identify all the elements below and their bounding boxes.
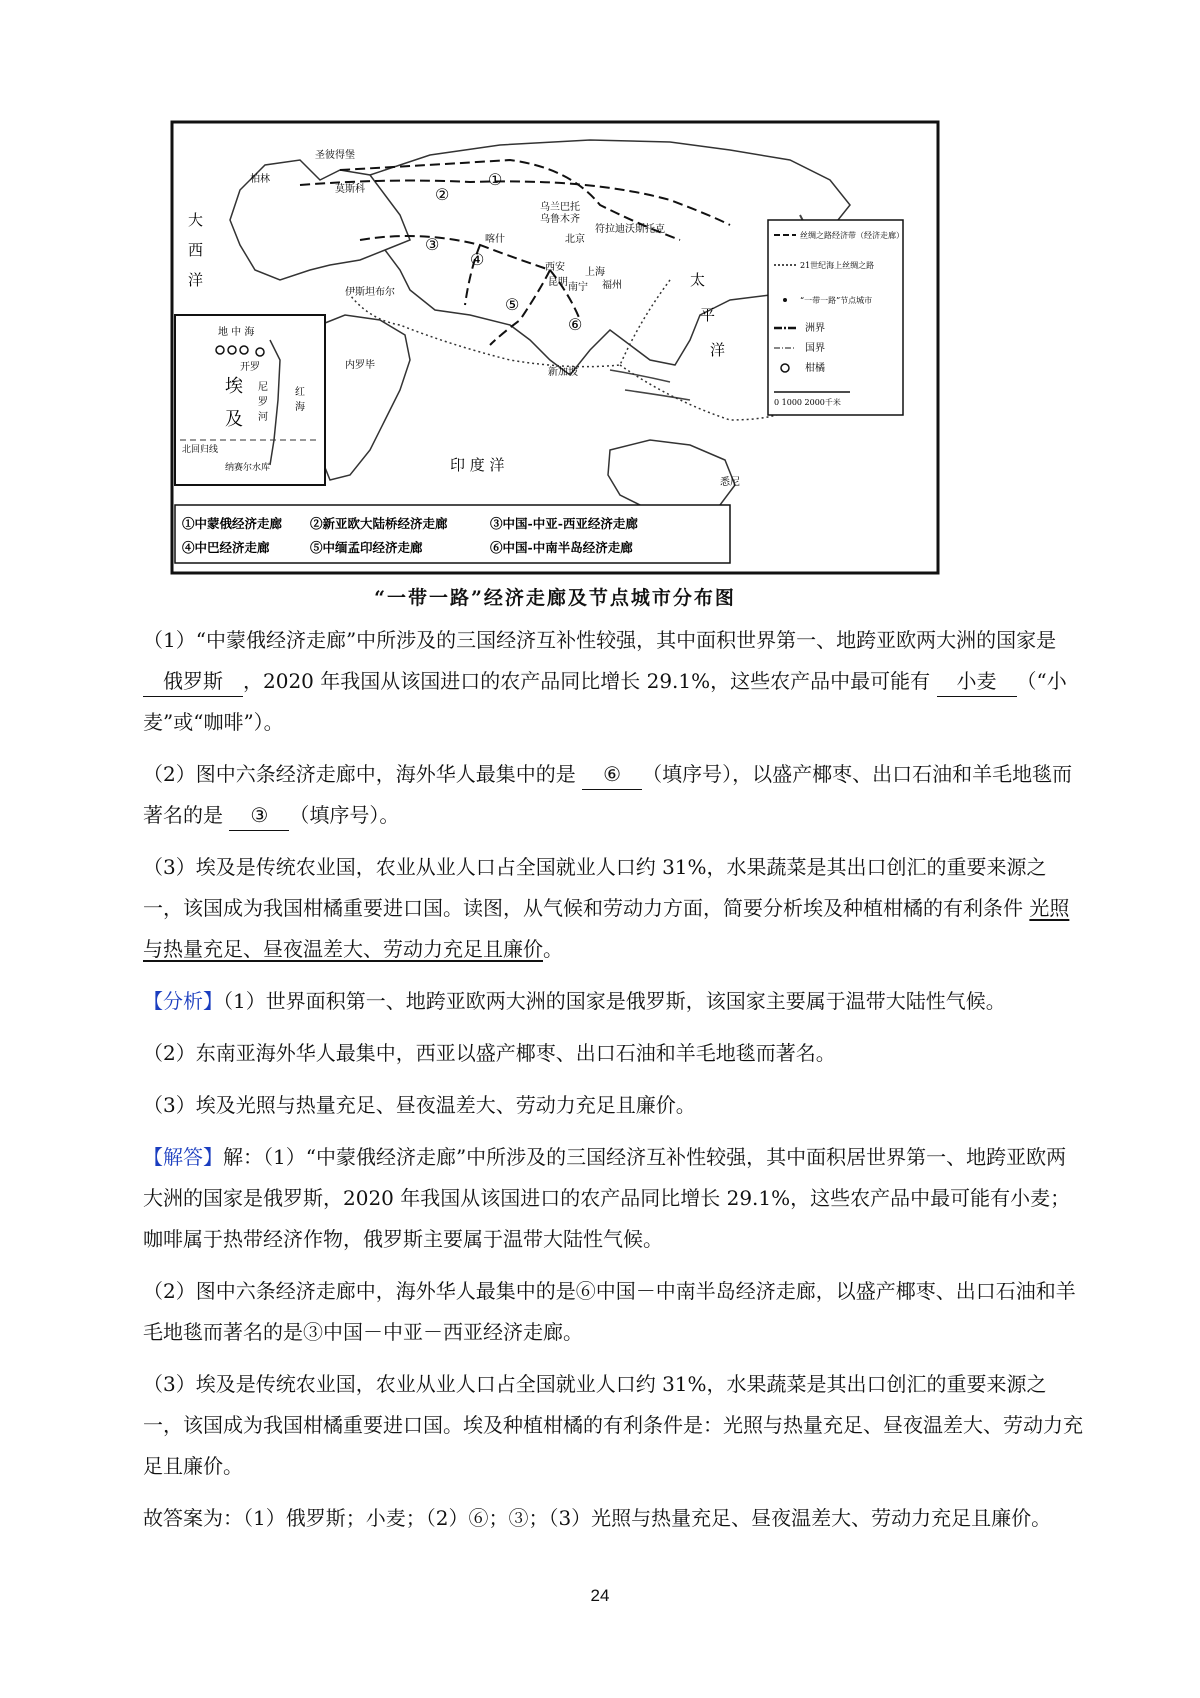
inset-nile-3: 河 [258,412,268,423]
ocean-indian: 印 度 洋 [450,456,505,474]
ocean-pacific-2: 平 [700,306,716,324]
inset-redsea-1: 红 [295,387,305,398]
inset-sea-label: 地 中 海 [218,327,255,338]
inset-nile-1: 尼 [258,382,268,393]
q3-answer: 光照与热量充足、昼夜温差大、劳动力充足且廉价 [143,896,1070,961]
city-ulaanbaatar: 乌兰巴托 [540,202,580,213]
city-kashgar: 喀什 [485,234,505,245]
city-berlin: 柏林 [250,174,270,185]
q1-mid: ，2020 年我国从该国进口的农产品同比增长 29.1%，这些农产品中最可能有 [243,669,931,693]
corridor-marker-3: ③ [425,235,440,254]
legend-maritime: 21世纪海上丝绸之路 [800,261,875,270]
legend-continent-border: 洲界 [805,323,825,334]
city-shanghai: 上海 [585,267,605,278]
corridor-marker-5: ⑤ [505,295,520,314]
legend-country-border: 国界 [805,343,825,354]
page-number: 24 [590,1586,610,1605]
city-xian: 西安 [545,262,565,273]
corridor-marker-2: ② [435,185,450,204]
solution-3: （3）埃及是传统农业国，农业从业人口占全国就业人口约 31%，水果蔬菜是其出口创汇的重要来源之一，该国成为我国柑橘重要进口国。埃及种植柑橘的有利条件是：光照与热量充足、昼夜温差大、劳动力充足且廉价。 [143,1372,1083,1478]
city-urumqi: 乌鲁木齐 [540,214,580,225]
analysis-2: （2）东南亚海外华人最集中，西亚以盛产椰枣、出口石油和羊毛地毯而著名。 [143,1041,836,1065]
q1-stem: （1）“中蒙俄经济走廊”中所涉及的三国经济互补性较强，其中面积世界第一、地跨亚欧两大洲的国家是 [143,628,1057,652]
legend-silk-road: 丝绸之路经济带（经济走廊） [800,231,904,240]
map-caption: “一带一路”经济走廊及节点城市分布图 [374,587,736,609]
ocean-atlantic-1: 大 [188,211,204,229]
q2-mid: （填序号），以盛产椰枣、出口石油和羊毛地毯而著名的是 [143,762,1073,827]
city-sydney: 悉尼 [720,477,740,488]
inset-lat-label: 北回归线 [182,445,219,455]
ocean-atlantic-3: 洋 [188,271,204,289]
ocean-pacific-3: 洋 [710,341,726,359]
corridor-legend-4: ④中巴经济走廊 [182,540,270,555]
q2-tail: （填序号）。 [289,803,400,827]
inset-redsea-2: 海 [295,402,305,413]
inset-nile-2: 罗 [258,397,268,408]
q3-stem: （3）埃及是传统农业国，农业从业人口占全国就业人口约 31%，水果蔬菜是其出口创汇的重要来源之一，该国成为我国柑橘重要进口国。读图，从气候和劳动力方面，简要分析埃及种植柑橘的有利条件 [143,855,1047,920]
question-3 [143,847,1083,970]
analysis-tag: 【分析】 [143,989,223,1013]
city-vladivostok: 符拉迪沃斯托克 [595,224,665,235]
solution-text-1: 解：（1）“中蒙俄经济走廊”中所涉及的三国经济互补性较强，其中面积居世界第一、地跨亚欧两大洲的国家是俄罗斯，2020 年我国从该国进口的农产品同比增长 29.1%，这些农产品中最可能有小麦；咖啡属于热带经济作物，俄罗斯主要属于温带大陆性气候。 [143,1145,1071,1251]
analysis-text-1: （1）世界面积第一、地跨亚欧两大洲的国家是俄罗斯，该国家主要属于温带大陆性气候。 [223,989,1006,1013]
q1-answer-2: 小麦 [937,666,1017,697]
q2-answer-2: ③ [229,800,289,831]
ocean-atlantic-2: 西 [188,241,204,259]
city-kunming: 昆明 [548,277,568,288]
q1-answer-1: 俄罗斯 [143,666,243,697]
corridor-legend-2: ②新亚欧大陆桥经济走廊 [310,516,448,531]
question-1 [143,620,1083,743]
city-fuzhou: 福州 [602,280,622,291]
q1-tail: （“小麦”或“咖啡”）。 [143,669,1067,734]
city-st-petersburg: 圣彼得堡 [315,150,355,161]
legend-citrus: 柑橘 [805,363,825,374]
analysis-1 [143,981,1083,1022]
city-beijing: 北京 [565,234,585,245]
city-nanning: 南宁 [568,282,588,293]
city-moscow: 莫斯科 [335,184,365,195]
solution-1 [143,1137,1083,1260]
inset-dam-label: 纳赛尔水库 [225,463,271,473]
corridor-legend-3: ③中国-中亚-西亚经济走廊 [490,516,638,531]
question-2 [143,754,1083,836]
legend-scale: 0 1000 2000千米 [774,398,841,407]
final-answer: 故答案为：（1）俄罗斯；小麦；（2）⑥；③；（3）光照与热量充足、昼夜温差大、劳动力充足且廉价。 [143,1506,1052,1530]
solution-tag: 【解答】 [143,1145,223,1169]
q2-stem: （2）图中六条经济走廊中，海外华人最集中的是 [143,762,576,786]
corridor-marker-1: ① [488,170,503,189]
corridor-legend-5: ⑤中缅孟印经济走廊 [310,540,423,555]
ocean-pacific-1: 太 [690,271,706,289]
inset-cairo-label: 开罗 [240,362,260,373]
city-singapore: 新加坡 [548,367,578,378]
city-istanbul: 伊斯坦布尔 [345,287,395,298]
inset-country-2: 及 [225,409,243,430]
q2-answer-1: ⑥ [582,759,642,790]
q3-tail: 。 [543,937,563,961]
inset-country-1: 埃 [225,376,243,397]
corridor-marker-4: ④ [470,250,485,269]
question-and-answer-text [143,620,1083,1550]
analysis-3: （3）埃及光照与热量充足、昼夜温差大、劳动力充足且廉价。 [143,1093,696,1117]
corridor-legend-6: ⑥中国-中南半岛经济走廊 [490,540,633,555]
corridor-marker-6: ⑥ [568,315,583,334]
belt-road-map [170,120,940,575]
solution-2: （2）图中六条经济走廊中，海外华人最集中的是⑥中国－中南半岛经济走廊，以盛产椰枣、出口石油和羊毛地毯而著名的是③中国－中亚－西亚经济走廊。 [143,1279,1076,1344]
city-nairobi: 内罗毕 [345,360,375,371]
legend-node-city: “一带一路”节点城市 [800,296,873,305]
corridor-legend-1: ①中蒙俄经济走廊 [182,516,283,531]
